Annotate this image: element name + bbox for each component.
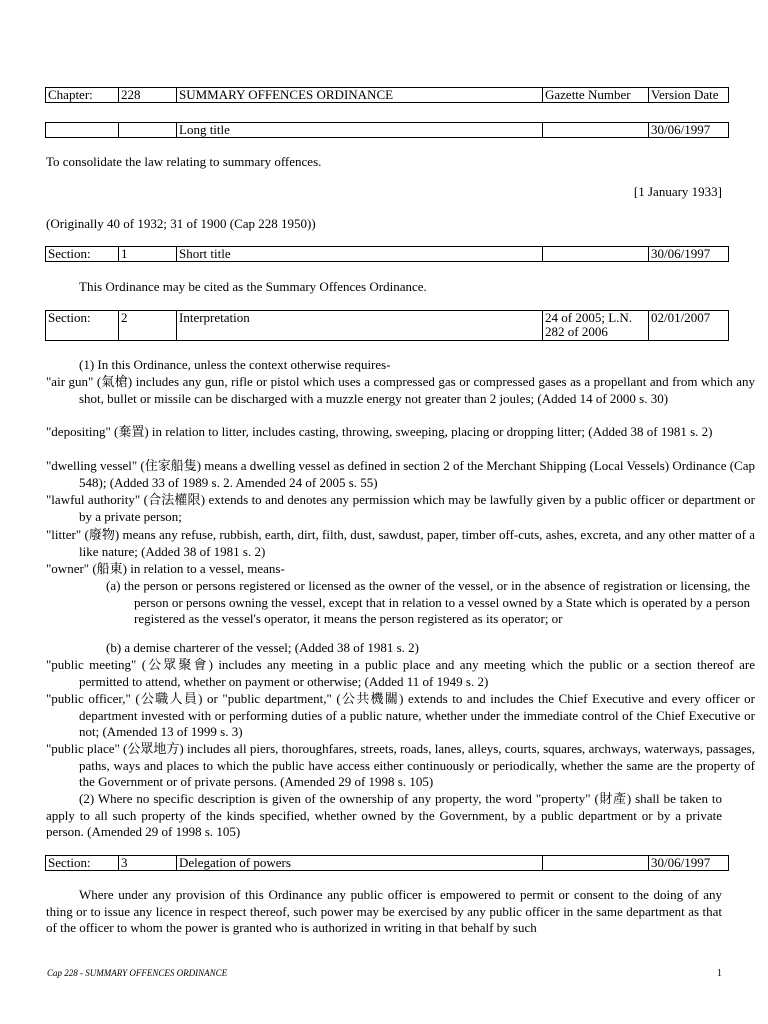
chapter-title: SUMMARY OFFENCES ORDINANCE	[177, 88, 543, 103]
definition-lawful-authority: "lawful authority" (合法權限) extends to and denotes any permission which may be lawfully given by a public officer or department or by a private person;	[46, 492, 755, 524]
footer-chapter-title: Cap 228 - SUMMARY OFFENCES ORDINANCE	[47, 968, 228, 978]
long-title-label: Long title	[177, 123, 543, 138]
long-title-date: 30/06/1997	[649, 123, 729, 138]
chapter-number: 228	[119, 88, 177, 103]
footer-page-number: 1	[717, 968, 722, 979]
section-date: 30/06/1997	[649, 247, 729, 262]
chapter-header-table	[45, 87, 729, 103]
section-number: 2	[119, 311, 177, 341]
section-number: 1	[119, 247, 177, 262]
section-1-text: This Ordinance may be cited as the Summary Offences Ordinance.	[79, 279, 427, 294]
chapter-label: Chapter:	[46, 88, 119, 103]
section-1-header	[45, 246, 729, 262]
section-2-para-2: (2) Where no specific description is given of the ownership of any property, the word "property" (財產) shall be taken to apply to all such property of the kinds specified, whether owned by the Government, by a public department or by a private person. (Amended 29 of 1998 s. 105)	[46, 791, 722, 840]
section-3-header	[45, 855, 729, 871]
origin-note: (Originally 40 of 1932; 31 of 1900 (Cap 228 1950))	[46, 216, 316, 231]
section-gazette: 24 of 2005; L.N. 282 of 2006	[543, 311, 649, 341]
definition-dwelling-vessel: "dwelling vessel" (住家船隻) means a dwelling vessel as defined in section 2 of the Merchant Shipping (Local Vessels) Ordinance (Cap 548); (Added 33 of 1989 s. 2. Amended 24 of 2005 s. 55)	[46, 458, 755, 490]
section-title: Short title	[177, 247, 543, 262]
definition-public-meeting: "public meeting" (公眾聚會) includes any meeting in a public place and any meeting which the public or a section thereof are permitted to attend, whether on payment or otherwise; (Added 11 of 1949 s. 2)	[46, 657, 755, 689]
definition-air-gun: "air gun" (氣槍) includes any gun, rifle or pistol which uses a compressed gas or compressed gases as a propellant and from which any shot, bullet or missile can be discharged with a muzzle energy not greater than 2 joules; (Added 14 of 2000 s. 30)	[46, 374, 755, 406]
section-title: Interpretation	[177, 311, 543, 341]
section-date: 02/01/2007	[649, 311, 729, 341]
section-gazette	[543, 247, 649, 262]
long-title-table	[45, 122, 729, 138]
section-2-header	[45, 310, 729, 341]
owner-item-a: (a) the person or persons registered or licensed as the owner of the vessel, or in the absence of registration or licensing, the person or persons owning the vessel, except that in relation to a vessel owned by a State which is operated by a person registered as the vessel's operator, it means the person registered as its operator; or	[106, 578, 750, 627]
section-number: 3	[119, 856, 177, 871]
section-label: Section:	[46, 311, 119, 341]
gazette-number-label: Gazette Number	[543, 88, 649, 103]
section-title: Delegation of powers	[177, 856, 543, 871]
section-2-intro: (1) In this Ordinance, unless the context otherwise requires-	[79, 357, 391, 372]
version-date-label: Version Date	[649, 88, 729, 103]
commencement-date: [1 January 1933]	[633, 184, 722, 199]
definition-public-place: "public place" (公眾地方) includes all piers, thoroughfares, streets, roads, lanes, alleys, courts, squares, archways, waterways, passages, paths, ways and places to which the public have access either continuously or periodically, whether the same are the property of the Government or of private persons. (Amended 29 of 1998 s. 105)	[46, 741, 755, 790]
definition-depositing: "depositing" (棄置) in relation to litter, includes casting, throwing, sweeping, placing or dropping litter; (Added 38 of 1981 s. 2)	[46, 424, 713, 439]
definition-public-officer: "public officer," (公職人員) or "public department," (公共機關) extends to and includes the Chief Executive and every officer or department invested with or performing duties of a public nature, whether under the immediate control of the Chief Executive or not; (Amended 13 of 1999 s. 3)	[46, 691, 755, 740]
definition-owner: "owner" (船東) in relation to a vessel, means-	[46, 561, 285, 576]
definition-litter: "litter" (廢物) means any refuse, rubbish, earth, dirt, filth, dust, sawdust, paper, timber off-cuts, ashes, excreta, and any other matter of a like nature; (Added 38 of 1981 s. 2)	[46, 527, 755, 559]
section-date: 30/06/1997	[649, 856, 729, 871]
owner-item-b: (b) a demise charterer of the vessel; (Added 38 of 1981 s. 2)	[106, 640, 419, 655]
section-label: Section:	[46, 856, 119, 871]
section-label: Section:	[46, 247, 119, 262]
long-title-text: To consolidate the law relating to summary offences.	[46, 154, 322, 169]
section-3-text: Where under any provision of this Ordinance any public officer is empowered to permit or consent to the doing of any thing or to issue any licence in respect thereof, such power may be exercised by any public officer in the same department as that of the officer to whom the power is granted who is authorized in writing in that behalf by such	[46, 887, 722, 936]
section-gazette	[543, 856, 649, 871]
